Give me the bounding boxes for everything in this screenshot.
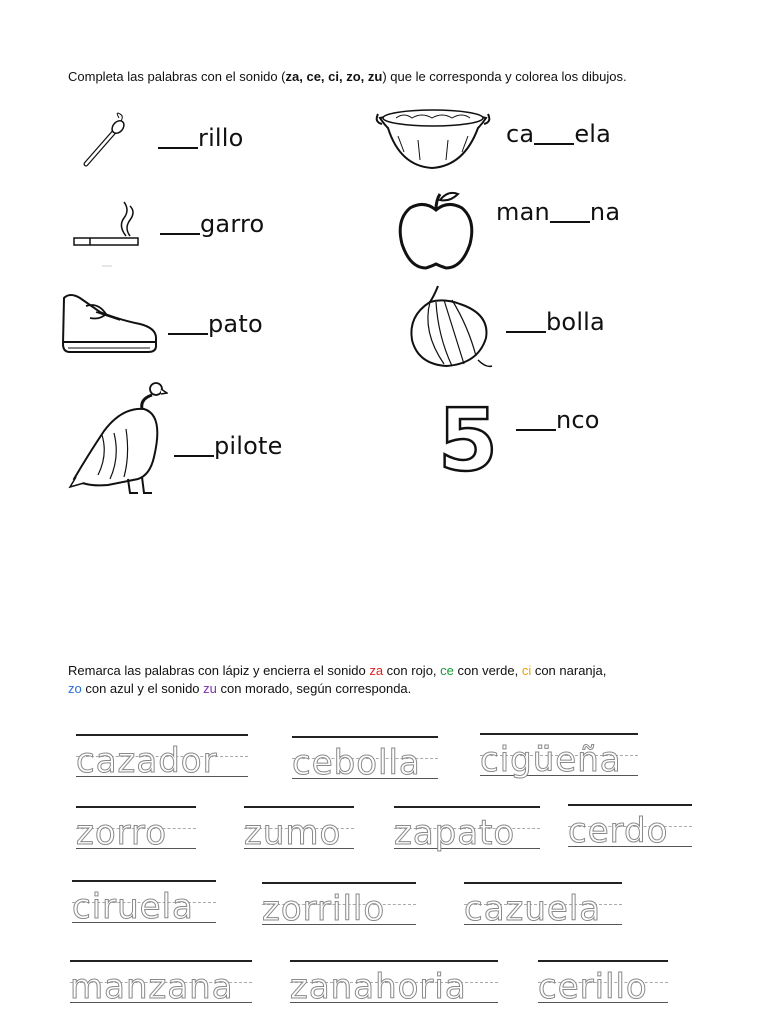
sound-za: za bbox=[369, 663, 384, 678]
five-icon bbox=[436, 392, 506, 476]
apple-icon bbox=[396, 190, 476, 272]
answer-blank[interactable] bbox=[168, 313, 208, 335]
shoe-icon bbox=[60, 292, 160, 358]
casserole-icon bbox=[374, 100, 492, 172]
trace-word-zumo[interactable]: zumo bbox=[244, 806, 354, 858]
instruction-2: Remarca las palabras con lápiz y encierra el sonido za con rojo, ce con verde, ci con naranja, zo con azul y el sonido zu con morado, según corresponda. bbox=[68, 663, 607, 696]
trace-word-zapato[interactable]: zapato bbox=[394, 806, 540, 858]
match-icon bbox=[80, 112, 130, 172]
sounds-list: za, ce, ci, zo, zu bbox=[285, 69, 383, 84]
answer-blank[interactable] bbox=[174, 435, 214, 457]
answer-blank[interactable] bbox=[506, 311, 546, 333]
sound-ci: ci bbox=[521, 663, 532, 678]
sound-ce: ce bbox=[440, 663, 454, 678]
trace-word-cerdo[interactable]: cerdo bbox=[568, 804, 692, 856]
trace-word-zanahoria[interactable]: zanahoria bbox=[290, 960, 498, 1012]
exercise-word: man na bbox=[496, 198, 621, 226]
exercise-word: rillo bbox=[158, 124, 244, 152]
trace-word-ciguena[interactable]: cigüeña bbox=[480, 733, 638, 785]
sound-zu: zu bbox=[203, 681, 217, 696]
trace-word-cebolla[interactable]: cebolla bbox=[292, 736, 438, 788]
instruction-1: Completa las palabras con el sonido (za, ce, ci, zo, zu) que le corresponda y colorea los dibujos. bbox=[68, 69, 627, 84]
exercise-word: bolla bbox=[506, 308, 605, 336]
exercise-word: pilote bbox=[174, 432, 283, 460]
exercise-word: ca ela bbox=[506, 120, 612, 148]
cigarette-icon bbox=[72, 198, 144, 268]
trace-word-manzana[interactable]: manzana bbox=[70, 960, 252, 1012]
answer-blank[interactable] bbox=[534, 123, 574, 145]
sound-zo: zo bbox=[68, 681, 82, 696]
trace-word-cerillo[interactable]: cerillo bbox=[538, 960, 668, 1012]
trace-word-cazador[interactable]: cazador bbox=[76, 734, 248, 786]
answer-blank[interactable] bbox=[550, 201, 590, 223]
trace-word-cazuela[interactable]: cazuela bbox=[464, 882, 622, 934]
exercise-word: garro bbox=[160, 210, 264, 238]
answer-blank[interactable] bbox=[516, 409, 556, 431]
onion-icon bbox=[404, 282, 494, 372]
answer-blank[interactable] bbox=[160, 213, 200, 235]
trace-word-zorrillo[interactable]: zorrillo bbox=[262, 882, 416, 934]
vulture-icon bbox=[68, 375, 168, 495]
answer-blank[interactable] bbox=[158, 127, 198, 149]
exercise-word: pato bbox=[168, 310, 263, 338]
svg-text:5: 5 bbox=[438, 392, 498, 476]
exercise-word: nco bbox=[516, 406, 600, 434]
trace-word-ciruela[interactable]: ciruela bbox=[72, 880, 216, 932]
trace-word-zorro[interactable]: zorro bbox=[76, 806, 196, 858]
